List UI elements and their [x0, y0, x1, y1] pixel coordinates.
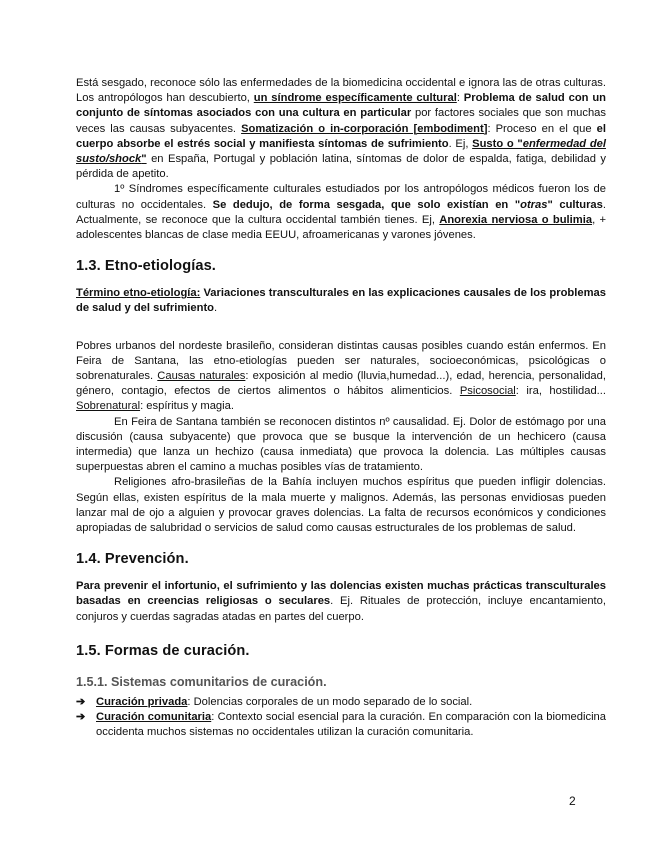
term-curacion-comunitaria: Curación comunitaria: [96, 711, 212, 724]
term-psicosocial: Psicosocial: [459, 385, 516, 398]
term-anorexia: Anorexia nerviosa o bulimia: [439, 213, 593, 226]
healing-list: [76, 695, 606, 741]
text: 1º Síndromes específicamente culturales estudiados por los antropólogos médicos fueron los de culturas no occidentales.: [76, 183, 606, 211]
prevention-bold: Para prevenir el infortunio, el sufrimiento y las dolencias existen muchas prácticas transculturales basadas en creencias religiosas o seculares: [76, 580, 606, 608]
list-item: [76, 695, 606, 710]
term-etno-etiologia: Término etno-etiología:: [76, 287, 201, 300]
term-sobrenatural: Sobrenatural: [76, 400, 141, 413]
paragraph-culture-bound: [76, 76, 606, 182]
text: . Ej. Rituales de protección, incluye encantamiento, conjuros y cuerdas sagradas atadas en partes del cuerpo.: [76, 595, 606, 623]
term-causas-naturales: Causas naturales: [157, 370, 246, 383]
term-susto-italic: enfermedad del susto/shock: [76, 137, 606, 166]
document-page: [76, 76, 606, 741]
text: otras: [520, 198, 548, 211]
paragraph-afro-religions: Religiones afro-brasileñas de la Bahía incluyen muchos espíritus que pueden infligir dolencias. Según ellas, existen espíritus de la mala muerte y malignos. Además, las personas envidiosas pueden lanzar mal de ojo a alguien y provocar graves dolencias. La falta de recursos económicos y condiciones apropiadas de salubridad o servicios de salud como causas estructurales de los problemas de salud.: [76, 476, 606, 535]
text: : Proceso en el que: [487, 122, 597, 135]
text: . Actualmente, se reconoce que la cultura occidental también tienes. Ej,: [76, 198, 606, 226]
text: ": [141, 153, 147, 166]
paragraph-etno-definition: [76, 286, 606, 316]
arrow-icon: ➔: [76, 695, 86, 708]
text: Pobres urbanos del nordeste brasileño, consideran distintas causas posibles cuando están enfermos. En Feira de Santana, las etno-etiologías pueden ser naturales, socioeconómicas, psicológicas o sobrenaturales.: [76, 339, 606, 383]
text: :: [456, 92, 464, 105]
paragraph-prevention: [76, 579, 606, 625]
text: " culturas: [547, 198, 603, 211]
section-heading-1-3: 1.3. Etno-etiologías.: [76, 258, 216, 275]
paragraph-feira-causality: En Feira de Santana también se reconocen distintos nº causalidad. Ej. Dolor de estómago por una discusión (causa subyacente) que provoca que se busque la intervención de un hechicero (causa intermedia) que lanza un hechizo (causa inmediata) que provoca la dolencia. Las múltiples causas superpuestas abren el camino a muchas posibles vías de tratamiento.: [76, 415, 606, 474]
section-heading-1-4: 1.4. Prevención.: [76, 551, 189, 568]
text: : ira, hostilidad...: [515, 385, 606, 398]
paragraph-brazil-causes: [76, 339, 606, 415]
text: : Contexto social esencial para la curación. En comparación con la biomedicina occidenta muchos sistemas no occidentales utilizan la curación comunitaria.: [96, 711, 606, 739]
definition-bold: Problema de salud con un conjunto de síntomas asociados con una cultura en particular: [76, 92, 607, 120]
text: : espíritus y magia.: [140, 400, 234, 413]
page-number: 2: [569, 794, 576, 808]
text: . Ej,: [448, 137, 473, 150]
text: , + adolescentes blancas de clase media EEUU, afroamericanas y varones jóvenes.: [76, 213, 607, 242]
arrow-icon: ➔: [76, 711, 86, 724]
subsection-heading-1-5-1: 1.5.1. Sistemas comunitarios de curación.: [76, 674, 327, 689]
term-somatization: Somatización o in-corporación [embodiment]: [241, 122, 488, 135]
text: por factores sociales que son muchas veces las causas subyacentes.: [76, 107, 606, 135]
term-susto: Susto o ": [472, 137, 523, 150]
text: : Dolencias corporales de un modo separado de lo social.: [187, 695, 473, 708]
term-curacion-privada: Curación privada: [96, 695, 188, 708]
text: Se dedujo, de forma sesgada, que solo existían en ": [212, 198, 521, 211]
term-culture-syndrome: un síndrome específicamente cultural: [253, 92, 457, 105]
text: .: [214, 302, 218, 315]
text: : exposición al medio (lluvia,humedad...), edad, herencia, personalidad, género, contagio, efectos de ciertos alimentos o hábitos alimenticios.: [76, 370, 606, 398]
paragraph-syndromes: [76, 182, 606, 243]
definition-bold: el cuerpo absorbe el estrés social y manifiesta síntomas de sufrimiento: [76, 122, 606, 150]
list-item: [76, 710, 606, 740]
definition-bold: Variaciones transculturales en las explicaciones causales de los problemas de salud y del sufrimiento: [76, 287, 606, 315]
text: en España, Portugal y población latina, síntomas de dolor de espalda, fatiga, debilidad y pérdida de apetito.: [76, 153, 606, 181]
text: Está sesgado, reconoce sólo las enfermedades de la biomedicina occidental e ignora las de otras culturas. Los antropólogos han descubierto,: [76, 77, 606, 105]
section-heading-1-5: 1.5. Formas de curación.: [76, 642, 250, 659]
